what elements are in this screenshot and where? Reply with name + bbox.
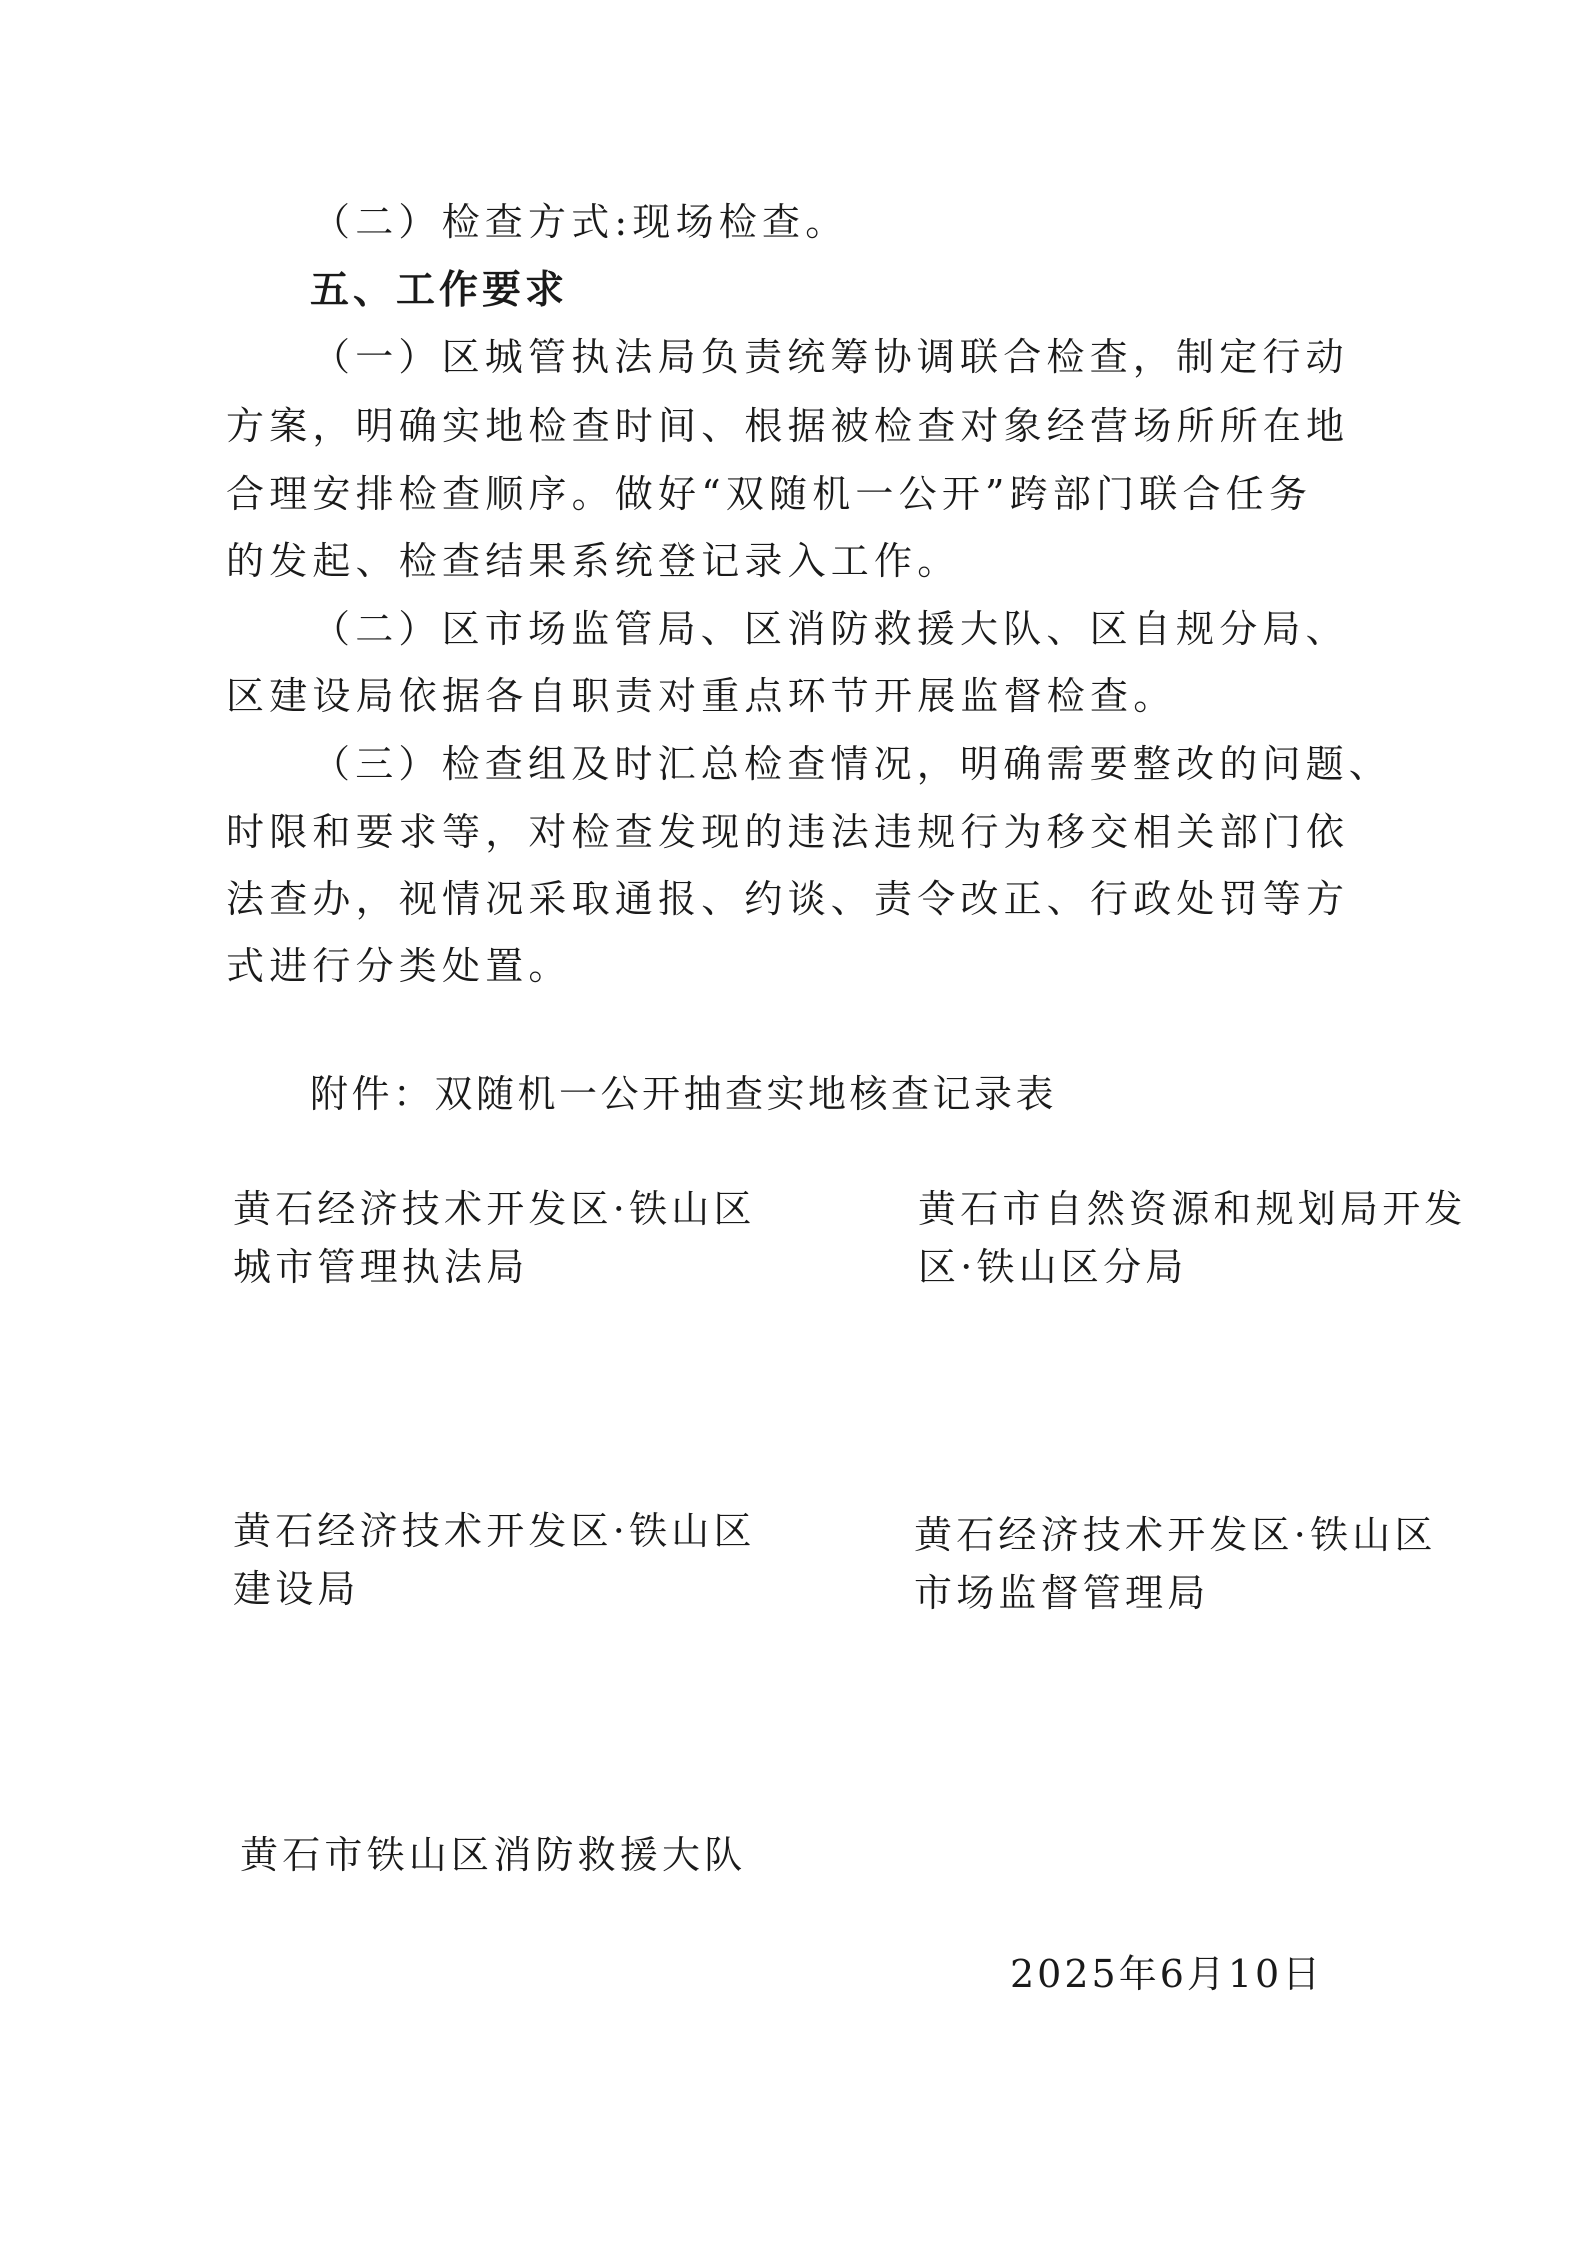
signature-block-natural-resources (918, 1180, 1467, 1296)
signature-block-urban-management (233, 1180, 756, 1296)
signature-line-1: 黄石市自然资源和规划局开发 (918, 1187, 1467, 1231)
paragraph-1-line-3: 合理安排检查顺序。做好“双随机一公开”跨部门联合任务 (226, 472, 1313, 516)
paragraph-3-line-3: 法查办，视情况采取通报、约谈、责令改正、行政处罚等方 (226, 877, 1350, 921)
paragraph-3-line-2: 时限和要求等，对检查发现的违法违规行为移交相关部门依 (226, 810, 1350, 854)
signature-line-2: 市场监督管理局 (914, 1571, 1210, 1615)
paragraph-1-line-2: 方案，明确实地检查时间、根据被检查对象经营场所所在地 (226, 404, 1350, 448)
signature-block-market-supervision (914, 1506, 1437, 1622)
document-date: 2025年6月10日 (1010, 1952, 1324, 1996)
signature-line-1: 黄石市铁山区消防救援大队 (240, 1833, 747, 1877)
paragraph-3-line-1: （三）检查组及时汇总检查情况，明确需要整改的问题、 (312, 742, 1393, 786)
check-method-line: （二）检查方式:现场检查。 (312, 200, 849, 244)
paragraph-2-line-2: 区建设局依据各自职责对重点环节开展监督检查。 (226, 674, 1177, 718)
attachment-line: 附件：双随机一公开抽查实地核查记录表 (310, 1072, 1058, 1116)
signature-block-fire-rescue (240, 1826, 746, 1884)
paragraph-1-line-4: 的发起、检查结果系统登记录入工作。 (226, 539, 961, 583)
signature-line-2: 区·铁山区分局 (918, 1245, 1188, 1289)
paragraph-3-line-4: 式进行分类处置。 (226, 944, 572, 988)
paragraph-2-line-1: （二）区市场监管局、区消防救援大队、区自规分局、 (312, 607, 1349, 651)
signature-line-1: 黄石经济技术开发区·铁山区 (233, 1187, 756, 1231)
signature-line-2: 建设局 (233, 1567, 360, 1611)
signature-line-2: 城市管理执法局 (233, 1245, 529, 1289)
signature-line-1: 黄石经济技术开发区·铁山区 (914, 1513, 1437, 1557)
signature-block-construction (233, 1502, 756, 1618)
paragraph-1-line-1: （一）区城管执法局负责统筹协调联合检查，制定行动 (312, 335, 1349, 379)
section-title: 五、工作要求 (310, 267, 569, 313)
signature-line-1: 黄石经济技术开发区·铁山区 (233, 1509, 756, 1553)
